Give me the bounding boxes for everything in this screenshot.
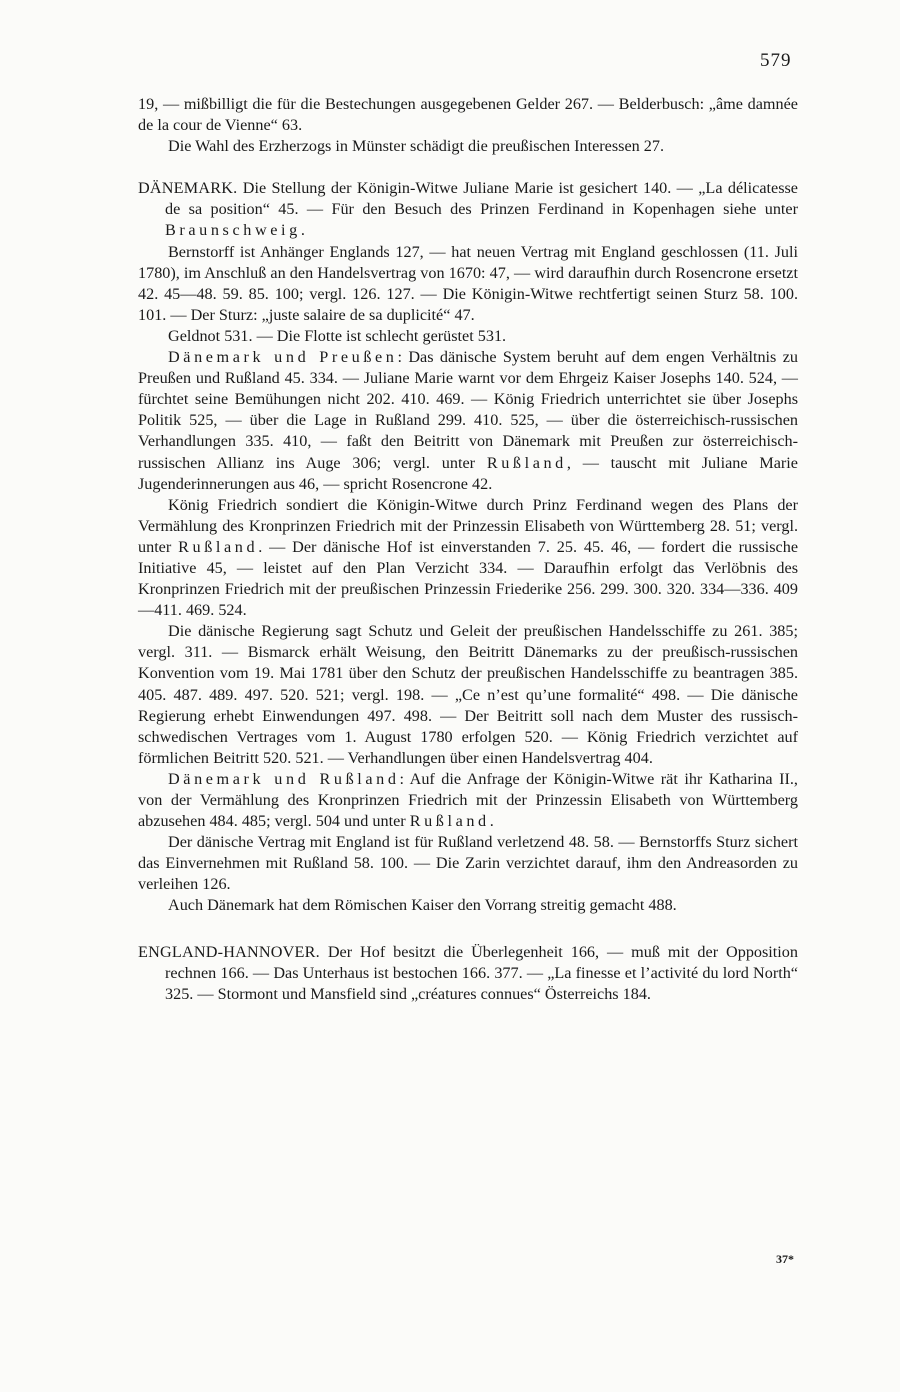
- text-run: : Das dänische System beruht auf dem engen Verhältnis zu Preußen und Rußland 45. 334. — Juliane Marie warnt vor dem Ehrgeiz Kaiser Josephs 140. 524, — fürchtet seine Bemühungen nicht 202. 410. 469. — König Friedrich unterrichtet sie über Josephs Politik 525, — über die Lage in Rußland 299. 410. 525, — über die österreichisch-russischen Verhandlungen 335. 410, — faßt den Beitritt von Dänemark mit Preußen zur österreichisch-russischen Allianz ins Auge 306; vergl. unter: [138, 348, 798, 472]
- text-run: Auch Dänemark hat dem Römischen Kaiser den Vorrang streitig gemacht 488.: [168, 896, 677, 915]
- index-paragraph: [138, 769, 798, 832]
- index-paragraph: [138, 495, 798, 622]
- entry-keyword: ENGLAND-HANNOVER.: [138, 942, 320, 961]
- index-paragraph: [138, 242, 798, 326]
- text-run: Geldnot 531. — Die Flotte ist schlecht gerüstet 531.: [168, 326, 507, 345]
- text-run: .: [489, 812, 494, 831]
- index-text-block: [138, 94, 798, 1005]
- index-entry-paragraph: [138, 178, 798, 241]
- index-paragraph: [138, 895, 798, 916]
- text-run: .: [300, 221, 305, 240]
- text-run: . — Der dänische Hof ist einverstanden 7. 25. 45. 46, — fordert die russische Initiative 45, — leistet auf den Plan Verzicht 334. — Daraufhin erfolgt das Verlöbnis des Kronprinzen Friedrich mit der preußischen Prinzessin Friederike 256. 299. 300. 320. 334—336. 409—411. 469. 524.: [138, 537, 799, 620]
- index-paragraph: [138, 832, 798, 895]
- text-run: Die Wahl des Erzherzogs in Münster schädigt die preußischen Interessen 27.: [168, 137, 665, 156]
- text-run: Die Stellung der Königin-Witwe Juliane Marie ist gesichert 140. — „La délicatesse de sa position“ 45. — Für den Besuch des Prinzen Ferdinand in Kopenhagen siehe unter: [165, 179, 798, 219]
- entry-keyword: DÄNEMARK.: [138, 179, 238, 198]
- text-run: 19, — mißbilligt die für die Bestechungen ausgegebenen Gelder 267. — Belderbusch: „âme damnée de la cour de Vienne“ 63.: [138, 95, 798, 135]
- spaced-term: Dänemark und Preußen: [168, 348, 398, 367]
- text-run: : Auf die Anfrage der Königin-Witwe rät ihr Katharina II., von der Vermählung des Kronprinzen Friedrich mit der Prinzessin Elisabeth von Württemberg abzusehen 484. 485; vergl. 504 und unter: [138, 769, 798, 831]
- spaced-term: Rußland: [486, 453, 567, 472]
- text-run: König Friedrich sondiert die Königin-Witwe durch Prinz Ferdinand wegen des Plans der Vermählung des Kronprinzen Friedrich mit der Prinzessin Elisabeth von Württemberg 28. 51; vergl. unter: [138, 495, 798, 556]
- text-run: , — tauscht mit Juliane Marie Jugenderinnerungen aus 46, — spricht Rosencrone 42.: [138, 453, 798, 493]
- spaced-term: Rußland: [409, 812, 490, 831]
- spaced-term: Rußland: [178, 537, 259, 556]
- text-run: Bernstorff ist Anhänger Englands 127, — hat neuen Vertrag mit England geschlossen (11. Juli 1780), im Anschluß an den Handelsvertrag von 1670: 47, — wird daraufhin durch Rosencrone ersetzt 42. 45—48. 59. 85. 100; vergl. 126. 127. — Die Königin-Witwe rechtfertigt seinen Sturz 58. 100. 101. — Der Sturz: „juste salaire de sa duplicité“ 47.: [138, 242, 798, 324]
- text-run: Der dänische Vertrag mit England ist für Rußland verletzend 48. 58. — Bernstorffs Sturz sichert das Einvernehmen mit Rußland 58. 100. — Die Zarin verzichtet darauf, ihm den Andreasorden zu verleihen 126.: [138, 833, 798, 894]
- index-paragraph: [138, 347, 798, 495]
- index-paragraph: [138, 94, 798, 136]
- spaced-term: Braunschweig: [165, 221, 301, 240]
- printer-signature-mark: 37*: [776, 1252, 794, 1266]
- index-paragraph: [138, 326, 798, 347]
- index-paragraph: [138, 136, 798, 157]
- index-paragraph: [138, 621, 798, 769]
- spaced-term: Dänemark und Rußland: [168, 769, 400, 788]
- page-number: 579: [760, 50, 792, 71]
- text-run: Der Hof besitzt die Überlegenheit 166, — muß mit der Opposition rechnen 166. — Das Unterhaus ist bestochen 166. 377. — „La finesse et l’activité du lord North“ 325. — Stormont und Mansfield sind „créatures connues“ Österreichs 184.: [165, 942, 798, 1003]
- index-entry-paragraph: [138, 942, 798, 1005]
- text-run: Die dänische Regierung sagt Schutz und Geleit der preußischen Handelsschiffe zu 261. 385; vergl. 311. — Bismarck erhält Weisung, den Beitritt Dänemarks zu der preußisch-russischen Konvention vom 19. Mai 1781 über den Schutz der preußischen Handelsschiffe zu beantragen 385. 405. 487. 489. 497. 520. 521; vergl. 198. — „Ce n’est qu’une formalité“ 498. — Die dänische Regierung erhebt Einwendungen 497. 498. — Der Beitritt soll nach dem Muster des russisch-schwedischen Vertrages vom 1. August 1780 erfolgen 520. — König Friedrich verzichtet auf förmlichen Beitritt 520. 521. — Verhandlungen über einen Handelsvertrag 404.: [138, 622, 798, 767]
